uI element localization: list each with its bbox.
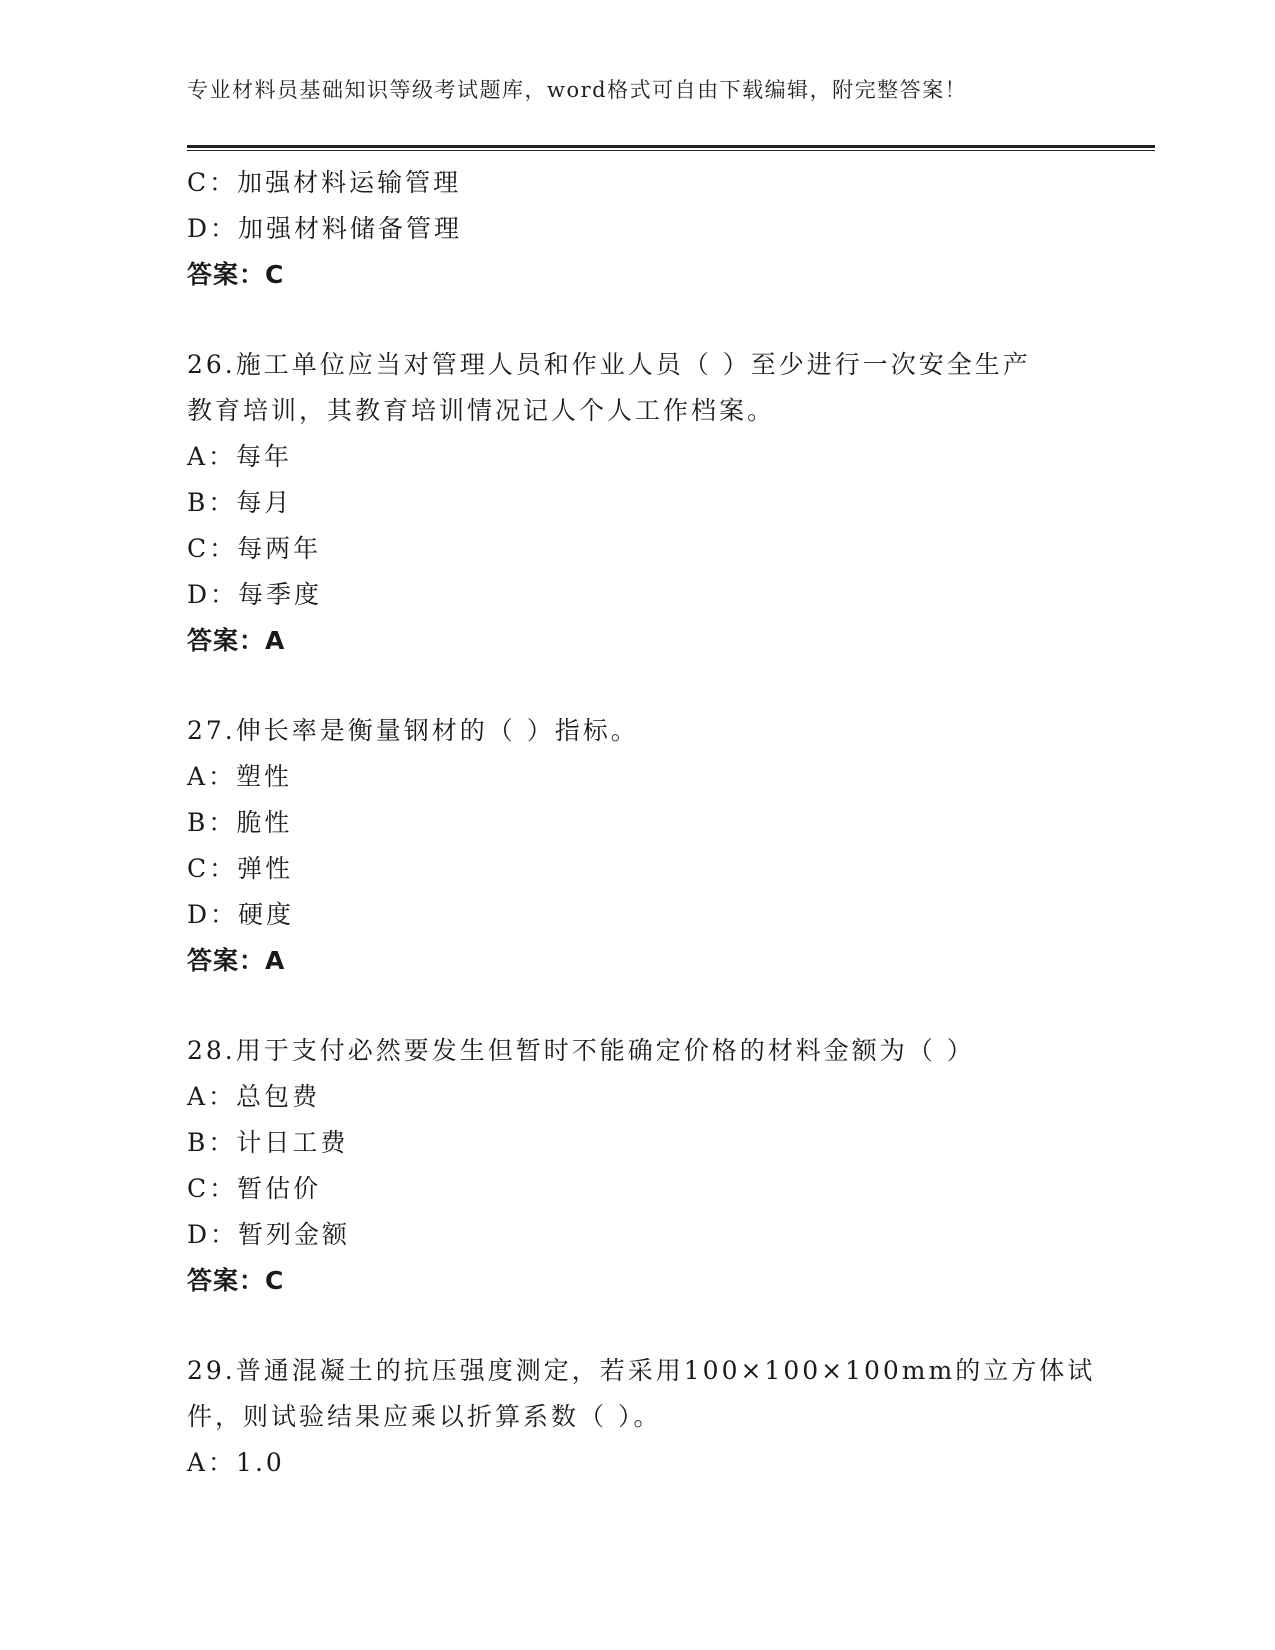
option-d: D：暂列金额	[187, 1220, 351, 1249]
answer-label: 答案：A	[187, 626, 286, 655]
option-a: A：1.0	[187, 1448, 285, 1477]
question-fragment	[187, 160, 1087, 298]
page-header: 专业材料员基础知识等级考试题库，word格式可自由下载编辑，附完整答案！	[187, 78, 968, 102]
option-a: A：塑性	[187, 762, 293, 791]
question-stem: 29.普通混凝土的抗压强度测定，若采用100×100×100mm的立方体试	[187, 1356, 1096, 1385]
option-b: B：计日工费	[187, 1128, 349, 1157]
header-rule-thin	[187, 150, 1155, 151]
option-a: A：每年	[187, 442, 293, 471]
option-a: A：总包费	[187, 1082, 321, 1111]
option-c: C：弹性	[187, 854, 294, 883]
answer-label: 答案：A	[187, 946, 286, 975]
answer-label: 答案：C	[187, 1266, 285, 1295]
question-list	[187, 160, 1096, 1486]
question-stem: 26.施工单位应当对管理人员和作业人员（ ）至少进行一次安全生产	[187, 350, 1031, 379]
question-stem: 27.伸长率是衡量钢材的（ ）指标。	[187, 716, 639, 745]
answer-label: 答案：C	[187, 260, 285, 289]
question-stem: 教育培训，其教育培训情况记人个人工作档案。	[187, 396, 776, 425]
option-c: C：每两年	[187, 534, 322, 563]
option-d: D：加强材料储备管理	[187, 214, 463, 243]
question-stem: 件，则试验结果应乘以折算系数（ ）。	[187, 1402, 662, 1431]
option-b: B：每月	[187, 488, 293, 517]
option-d: D：每季度	[187, 580, 323, 609]
question-26	[187, 342, 1087, 664]
option-b: B：脆性	[187, 808, 293, 837]
question-stem: 28.用于支付必然要发生但暂时不能确定价格的材料金额为（ ）	[187, 1036, 975, 1065]
option-c: C：加强材料运输管理	[187, 168, 462, 197]
header-rule-thick	[187, 145, 1155, 148]
option-c: C：暂估价	[187, 1174, 322, 1203]
question-27	[187, 708, 1087, 984]
question-28	[187, 1028, 1087, 1304]
option-d: D：硬度	[187, 900, 295, 929]
question-29	[187, 1348, 1096, 1486]
